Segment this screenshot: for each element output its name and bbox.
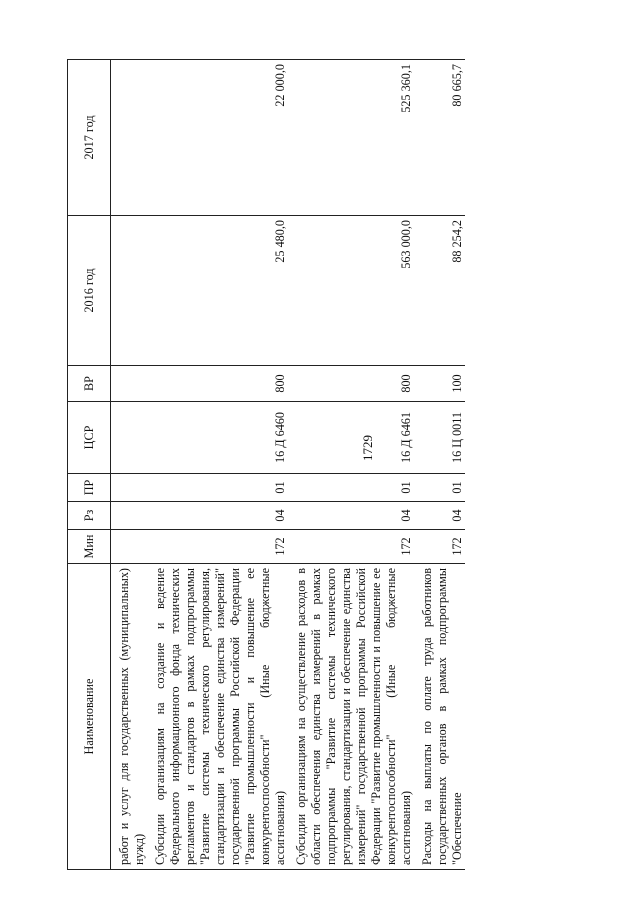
- row-csr: 16 Д 6461: [288, 402, 414, 474]
- row-year-2016: 25 480,0: [147, 216, 288, 366]
- table-header-row: [68, 60, 111, 870]
- row-name: Субсидии организациям на осуществление расходов в области обеспечения единства измерений в рамках подпрограммы "Развитие системы технического регулирования, стандартизации и обеспечение единства измерений" государственной программы Российской Федерации "Развитие промышленности и повышение ее конкурентоспособности" (Иные бюджетные ассигнования): [294, 568, 413, 865]
- row-rz: 04: [288, 502, 414, 530]
- row-vr: 100: [414, 366, 465, 402]
- row-name: Субсидии организациям на создание и ведение Федерального информационного фонда технических регламентов и стандартов в рамках подпрограммы "Развитие системы технического регулирования, стандартизации и обеспечение единства измерений" государственной программы Российской Федерации "Развитие промышленности и повышение ее конкурентоспособности" (Иные бюджетные ассигнования): [153, 568, 287, 865]
- header-csr: ЦСР: [68, 402, 111, 474]
- page-number: 1729: [360, 435, 375, 461]
- row-year-2017: 525 360,1: [288, 60, 414, 216]
- row-year-2016: 563 000,0: [288, 216, 414, 366]
- row-name-cell: [111, 564, 148, 870]
- row-pr: 01: [414, 474, 465, 502]
- row-min: 172: [288, 530, 414, 564]
- row-name-cell: [414, 564, 465, 870]
- row-rz: 04: [147, 502, 288, 530]
- header-name: Наименование: [68, 564, 111, 870]
- row-csr: 16 Ц 0011: [414, 402, 465, 474]
- row-csr: 16 Д 6460: [147, 402, 288, 474]
- row-year-2017: 22 000,0: [147, 60, 288, 216]
- header-rz: Рз: [68, 502, 111, 530]
- budget-table: [67, 59, 465, 870]
- row-year-2016: [111, 216, 148, 366]
- row-year-2016: 88 254,2: [414, 216, 465, 366]
- row-vr: 800: [147, 366, 288, 402]
- table-row: [414, 60, 465, 870]
- table-row: [147, 60, 288, 870]
- row-name-cell: [288, 564, 414, 870]
- row-name-cell: [147, 564, 288, 870]
- row-name: работ и услуг для государственных (муниципальных) нужд): [117, 568, 146, 865]
- row-vr: 800: [288, 366, 414, 402]
- header-year-2016: 2016 год: [68, 216, 111, 366]
- header-min: Мин: [68, 530, 111, 564]
- row-year-2017: 80 665,7: [414, 60, 465, 216]
- row-min: [111, 530, 148, 564]
- row-year-2017: [111, 60, 148, 216]
- row-vr: [111, 366, 148, 402]
- row-min: 172: [414, 530, 465, 564]
- table-row: [288, 60, 414, 870]
- header-vr: ВР: [68, 366, 111, 402]
- row-csr: [111, 402, 148, 474]
- row-min: 172: [147, 530, 288, 564]
- row-pr: 01: [288, 474, 414, 502]
- row-rz: [111, 502, 148, 530]
- row-rz: 04: [414, 502, 465, 530]
- rotated-page-content: [67, 60, 557, 870]
- row-pr: [111, 474, 148, 502]
- header-pr: ПР: [68, 474, 111, 502]
- table-row: [111, 60, 148, 870]
- row-name: Расходы на выплаты по оплате труда работников государственных органов в рамках подпрограммы "Обеспечение: [420, 568, 464, 865]
- row-pr: 01: [147, 474, 288, 502]
- header-year-2017: 2017 год: [68, 60, 111, 216]
